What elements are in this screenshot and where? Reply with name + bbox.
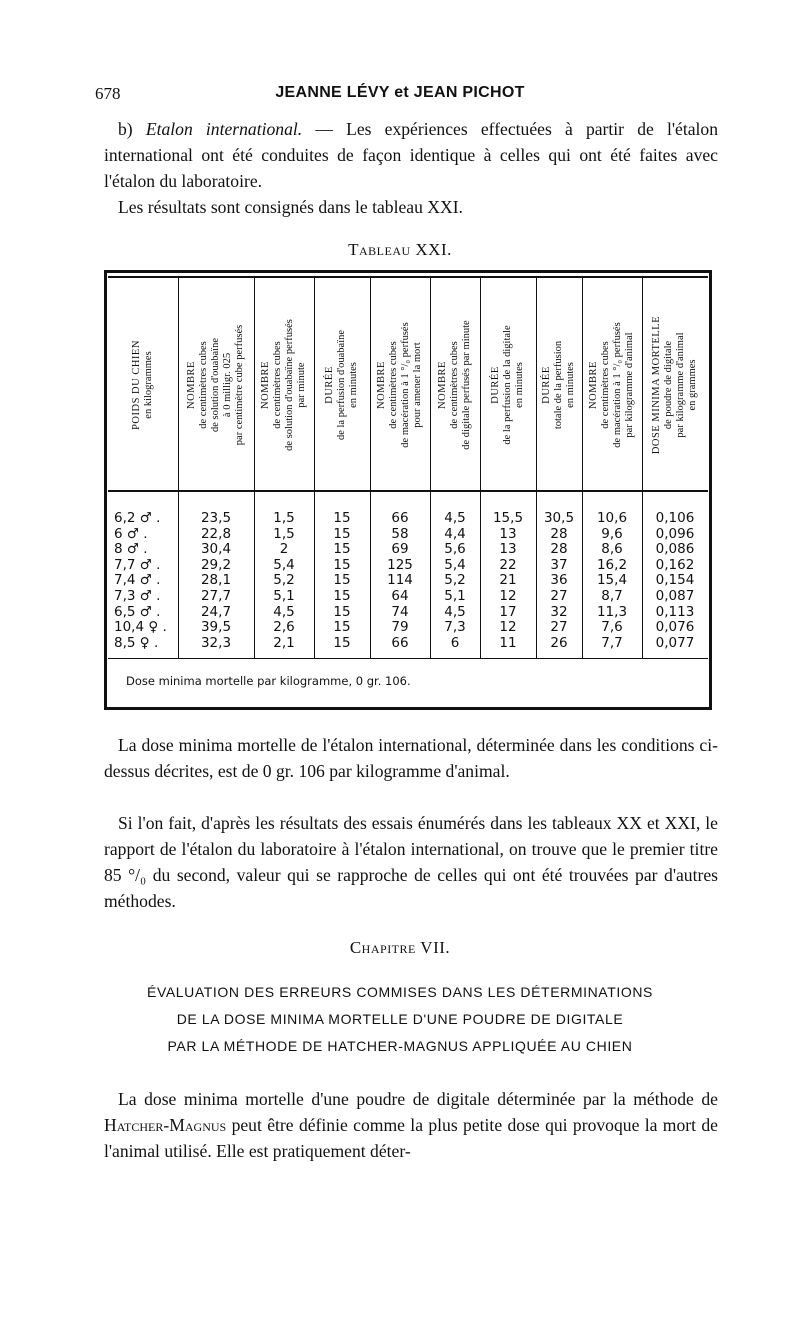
table-cell: 27,7 <box>200 588 232 604</box>
table-cell: 5,1 <box>444 588 466 604</box>
table-cell: 36 <box>550 572 568 589</box>
table-cell: 114 <box>387 572 413 589</box>
header-rule <box>108 490 708 492</box>
table-cell: 74 <box>391 603 409 620</box>
table-cell: 8,5 ♀ . <box>114 634 159 651</box>
table-cell: 15 <box>333 603 351 620</box>
table-cell: 15 <box>333 556 351 573</box>
table-cell: 13 <box>499 541 517 558</box>
table-cell: 0,154 <box>655 572 695 589</box>
table-cell: 30,4 <box>200 541 232 558</box>
column-header-line: en minutes <box>348 362 359 408</box>
table-cell: 22 <box>499 556 517 573</box>
table-cell: 27 <box>550 619 568 636</box>
column-header-line: DURÉE <box>324 366 335 404</box>
column-header-line: de centimètres cubes <box>388 341 399 429</box>
column-header <box>430 282 480 488</box>
table-cell: 15 <box>333 525 351 542</box>
table-cell: 0,076 <box>655 619 695 636</box>
table-cell: 0,113 <box>655 603 695 620</box>
table-cell: 5,4 <box>273 556 295 573</box>
column-header-line: DURÉE <box>490 366 501 404</box>
section-b-text: — Les expériences effectuées à partir de l'étalon international ont été conduites de façon identique à celles qui ont été faites avec l'étalon du laboratoire. <box>104 119 719 191</box>
table-cell: 21 <box>499 572 517 589</box>
table-cell: 15 <box>333 510 351 526</box>
author-name: Hatcher-Magnus <box>104 1115 227 1135</box>
table-cell: 6 ♂ . <box>114 525 148 542</box>
column-header-line: de poudre de digitale <box>663 340 674 430</box>
table-cell: 4,5 <box>444 603 466 620</box>
column-header-line: de centimètres cubes <box>449 341 460 429</box>
table-cell: 12 <box>499 619 517 636</box>
column-header-line: de solution d'ouabaïne perfusés <box>284 319 295 451</box>
section-b-label: b) <box>118 119 133 139</box>
table-cell: 15 <box>333 588 351 604</box>
section-b-paragraph <box>104 116 718 194</box>
column-header <box>108 282 178 488</box>
table-cell: 7,3 ♂ . <box>114 588 161 604</box>
column-header-line: en minutes <box>514 362 525 408</box>
column-header-line: de la perfusion d'ouabaïne <box>336 329 347 441</box>
table-cell: 4,5 <box>444 510 466 526</box>
column-header-line: pour amener la mort <box>412 342 423 428</box>
table-cell: 10,4 ♀ . <box>114 619 167 636</box>
table-cell: 0,077 <box>655 634 695 651</box>
table-cell: 15 <box>333 634 351 651</box>
column-header-line: par kilogramme d'animal <box>624 332 635 438</box>
table-cell: 0,162 <box>655 556 695 573</box>
final-paragraph <box>104 1086 718 1164</box>
column-header <box>480 282 536 488</box>
section-b-title: Etalon international. <box>145 119 303 139</box>
table-footnote: Dose minima mortelle par kilogramme, 0 gr. 106. <box>126 674 411 688</box>
table-cell: 6 <box>450 634 460 651</box>
page-number: 678 <box>95 84 121 103</box>
column-header-line: par centimètre cube perfusés <box>234 324 245 446</box>
table-cell: 15 <box>333 541 351 558</box>
table-cell: 0,106 <box>655 510 695 526</box>
table-caption: Tableau XXI. <box>348 240 452 259</box>
table-cell: 24,7 <box>200 603 232 620</box>
column-header-line: NOMBRE <box>376 361 387 409</box>
table-cell: 10,6 <box>596 510 628 526</box>
table-cell: 15,5 <box>492 510 524 526</box>
column-header <box>314 282 370 488</box>
table-cell: 0,096 <box>655 525 695 542</box>
table-cell: 5,2 <box>444 572 466 589</box>
table-cell: 0,086 <box>655 541 695 558</box>
table-cell: 6,5 ♂ . <box>114 603 161 620</box>
results-sentence: Les résultats sont consignés dans le tableau XXI. <box>118 197 463 217</box>
table-cell: 8,7 <box>601 588 623 604</box>
final-paragraph-text: La dose minima mortelle d'une poudre de digitale déterminée par la méthode de <box>118 1089 718 1109</box>
table-cell: 4,5 <box>273 603 295 620</box>
table-cell: 5,6 <box>444 541 466 558</box>
table-cell: 11,3 <box>596 603 628 620</box>
table-cell: 16,2 <box>596 556 628 573</box>
table-cell: 5,2 <box>273 572 295 589</box>
table-cell: 28 <box>550 541 568 558</box>
table-cell: 5,1 <box>273 588 295 604</box>
table-cell: 12 <box>499 588 517 604</box>
column-header-line: NOMBRE <box>260 361 271 409</box>
chapter-title-line-2: DE LA DOSE MINIMA MORTELLE D'UNE POUDRE DE DIGITALE <box>176 1011 624 1027</box>
column-header <box>370 282 430 488</box>
table-cell: 28,1 <box>200 572 232 589</box>
table-cell: 2 <box>279 541 289 558</box>
column-header <box>642 282 708 488</box>
column-header-line: à 0 milligr. 025 <box>222 352 233 418</box>
table-cell: 23,5 <box>200 510 232 526</box>
table-cell: 15 <box>333 619 351 636</box>
table-cell: 1,5 <box>273 525 295 542</box>
table-cell: 7,7 <box>601 634 623 651</box>
table-cell: 11 <box>499 634 517 651</box>
table-cell: 30,5 <box>543 510 575 526</box>
column-header-line: en grammes <box>687 359 698 411</box>
chapter-title-line-1: ÉVALUATION DES ERREURS COMMISES DANS LES DÉTERMINATIONS <box>147 984 653 1000</box>
column-header-line: NOMBRE <box>588 361 599 409</box>
column-header <box>582 282 642 488</box>
table-cell: 39,5 <box>200 619 232 636</box>
table-cell: 9,6 <box>601 525 623 542</box>
column-header-line: de digitale perfusés par minute <box>461 320 472 450</box>
running-title: JEANNE LÉVY et JEAN PICHOT <box>275 84 525 101</box>
column-header-line: de centimètres cubes <box>600 341 611 429</box>
table-cell: 15 <box>333 572 351 589</box>
table-cell: 7,7 ♂ . <box>114 556 161 573</box>
column-header-line: en kilogrammes <box>143 351 154 419</box>
table-cell: 32,3 <box>200 634 232 651</box>
column-header-line: POIDS DU CHIEN <box>131 340 142 430</box>
table-cell: 8,6 <box>601 541 623 558</box>
table-cell: 69 <box>391 541 409 558</box>
table-cell: 2,1 <box>273 634 295 651</box>
table-cell: 15,4 <box>596 572 628 589</box>
column-header <box>254 282 314 488</box>
data-table <box>108 276 708 704</box>
column-header-line: totale de la perfusion <box>553 340 564 430</box>
table-cell: 37 <box>550 556 568 573</box>
table-cell: 66 <box>391 634 409 651</box>
table-cell: 8 ♂ . <box>114 541 148 558</box>
table-top-rule <box>108 276 708 278</box>
column-header-line: par minute <box>296 362 307 408</box>
final-paragraph-continuation: peut être définie comme la plus petite dose qui provoque la mort de l'animal utilisé. Elle est pratiquement déter- <box>104 1115 718 1161</box>
table-cell: 7,3 <box>444 619 466 636</box>
table-cell: 66 <box>391 510 409 526</box>
column-header-line: par kilogramme d'animal <box>675 332 686 438</box>
table-cell: 27 <box>550 588 568 604</box>
column-header-line: de macération à 1 °/₀ perfusés <box>400 322 411 448</box>
chapter-title-line-3: PAR LA MÉTHODE DE HATCHER-MAGNUS APPLIQUÉE AU CHIEN <box>167 1038 633 1054</box>
column-header-line: de la perfusion de la digitale <box>502 325 513 445</box>
table-cell: 2,6 <box>273 619 295 636</box>
column-header-line: NOMBRE <box>437 361 448 409</box>
column-header-line: de solution d'ouabaïne <box>210 337 221 433</box>
table-cell: 4,4 <box>444 525 466 542</box>
table-cell: 13 <box>499 525 517 542</box>
table-cell: 17 <box>499 603 517 620</box>
column-header-line: de macération à 1 °/₀ perfusés <box>612 322 623 448</box>
table-cell: 28 <box>550 525 568 542</box>
table-cell: 64 <box>391 588 409 604</box>
column-header-line: de centimètres cubes <box>272 341 283 429</box>
table-cell: 6,2 ♂ . <box>114 510 161 526</box>
ratio-paragraph: Si l'on fait, d'après les résultats des essais énumérés dans les tableaux XX et XXI, le rapport de l'étalon du laboratoire à l'étalon international, on trouve que le premier titre 85 °/₀ du second, valeur qui se rapproche de celles qui ont été trouvées par d'autres méthodes. <box>104 813 718 911</box>
table-cell: 5,4 <box>444 556 466 573</box>
table-cell: 1,5 <box>273 510 295 526</box>
table-cell: 58 <box>391 525 409 542</box>
dose-paragraph: La dose minima mortelle de l'étalon international, déterminée dans les conditions ci-dessus décrites, est de 0 gr. 106 par kilogramme d'animal. <box>104 735 718 781</box>
column-header-line: DURÉE <box>541 366 552 404</box>
table-cell: 7,6 <box>601 619 623 636</box>
table-cell: 26 <box>550 634 568 651</box>
column-header-line: en minutes <box>565 362 576 408</box>
table-cell: 29,2 <box>200 556 232 573</box>
column-header-line: de centimètres cubes <box>198 341 209 429</box>
column-header-line: DOSE MINIMA MORTELLE <box>651 315 662 455</box>
chapter-label: Chapitre VII. <box>349 938 451 957</box>
table-cell: 22,8 <box>200 525 232 542</box>
table-cell: 125 <box>387 556 413 573</box>
table-cell: 32 <box>550 603 568 620</box>
table-cell: 0,087 <box>655 588 695 604</box>
column-header-line: NOMBRE <box>186 361 197 409</box>
body-bottom-rule <box>108 658 708 659</box>
table-cell: 79 <box>391 619 409 636</box>
column-header <box>536 282 582 488</box>
table-cell: 7,4 ♂ . <box>114 572 161 589</box>
column-header <box>178 282 254 488</box>
